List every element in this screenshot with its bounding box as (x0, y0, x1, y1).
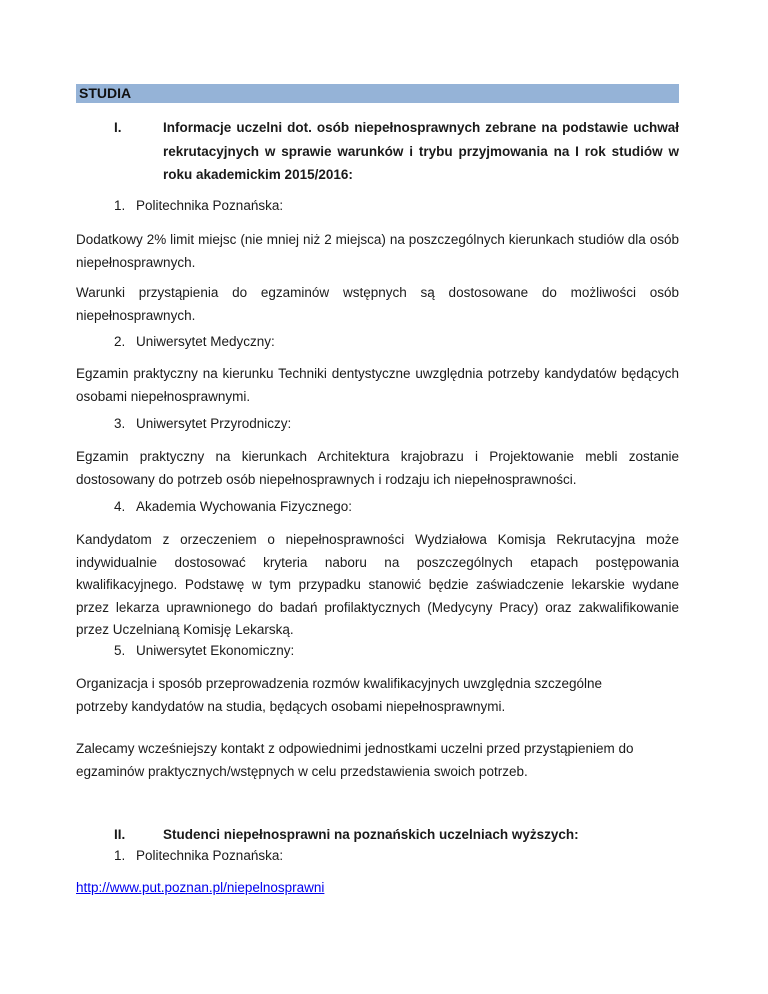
part1-item-4-paragraph-1: Kandydatom z orzeczeniem o niepełnosprawności Wydziałowa Komisja Rekrutacyjna może indywidualnie dostosować kryteria naboru na poszczególnych etapach postępowania kwalifikacyjnego. Podstawę w tym przypadku stanowić będzie zaświadczenie lekarskie wydane przez lekarza uprawnionego do badań profilaktycznych (Medycyny Pracy) oraz zakwalifikowanie przez Uczelnianą Komisję Lekarską. (76, 532, 679, 637)
part1-heading (114, 116, 679, 187)
part1-item-5 (114, 641, 294, 661)
part2-heading-text: Studenci niepełnosprawni na poznańskich uczelniach wyższych: (163, 827, 579, 842)
item-name: Uniwersytet Ekonomiczny: (136, 643, 295, 658)
part1-item-4 (114, 497, 352, 517)
part1-item-2 (114, 332, 275, 352)
part2-numeral: II. (114, 827, 126, 842)
part1-heading-text: Informacje uczelni dot. osób niepełnosprawnych zebrane na podstawie uchwał rekrutacyjnych w sprawie warunków i trybu przyjmowania na I rok studiów w roku akademickim 2015/2016: (163, 120, 679, 182)
part1-item-1-paragraph-2: Warunki przystąpienia do egzaminów wstępnych są dostosowane do możliwości osób niepełnosprawnych. (76, 285, 679, 323)
part1-item-2-paragraph-1: Egzamin praktyczny na kierunku Techniki dentystyczne uwzględnia potrzeby kandydatów będących osobami niepełnosprawnymi. (76, 366, 679, 404)
part1-numeral: I. (114, 120, 122, 135)
item-name: Akademia Wychowania Fizycznego: (136, 499, 352, 514)
part1-item-3 (114, 414, 291, 434)
item-number: 1. (114, 198, 126, 213)
recommendation-paragraph: Zalecamy wcześniejszy kontakt z odpowiednimi jednostkami uczelni przed przystąpieniem do egzaminów praktycznych/wstępnych w celu przedstawienia swoich potrzeb. (76, 741, 634, 779)
part1-item-3-paragraph-1: Egzamin praktyczny na kierunkach Architektura krajobrazu i Projektowanie mebli zostanie dostosowany do potrzeb osób niepełnosprawnych i rodzaju ich niepełnosprawności. (76, 449, 679, 487)
part2-heading (114, 823, 679, 847)
item-name: Uniwersytet Przyrodniczy: (136, 416, 292, 431)
item-number: 5. (114, 643, 126, 658)
part2-item-1 (114, 846, 283, 866)
item-number: 2. (114, 334, 126, 349)
put-disability-link[interactable]: http://www.put.poznan.pl/niepelnosprawni (76, 880, 325, 895)
item-name: Politechnika Poznańska: (136, 848, 284, 863)
section-title: STUDIA (76, 84, 679, 103)
item-number: 1. (114, 848, 126, 863)
part1-item-1 (114, 196, 283, 216)
item-number: 3. (114, 416, 126, 431)
part1-item-5-paragraph-1: Organizacja i sposób przeprowadzenia rozmów kwalifikacyjnych uwzględnia szczególne potrzeby kandydatów na studia, będących osobami niepełnosprawnymi. (76, 676, 603, 714)
item-name: Uniwersytet Medyczny: (136, 334, 275, 349)
item-number: 4. (114, 499, 126, 514)
part1-item-1-paragraph-1: Dodatkowy 2% limit miejsc (nie mniej niż 2 miejsca) na poszczególnych kierunkach studiów dla osób niepełnosprawnych. (76, 232, 679, 270)
item-name: Politechnika Poznańska: (136, 198, 284, 213)
